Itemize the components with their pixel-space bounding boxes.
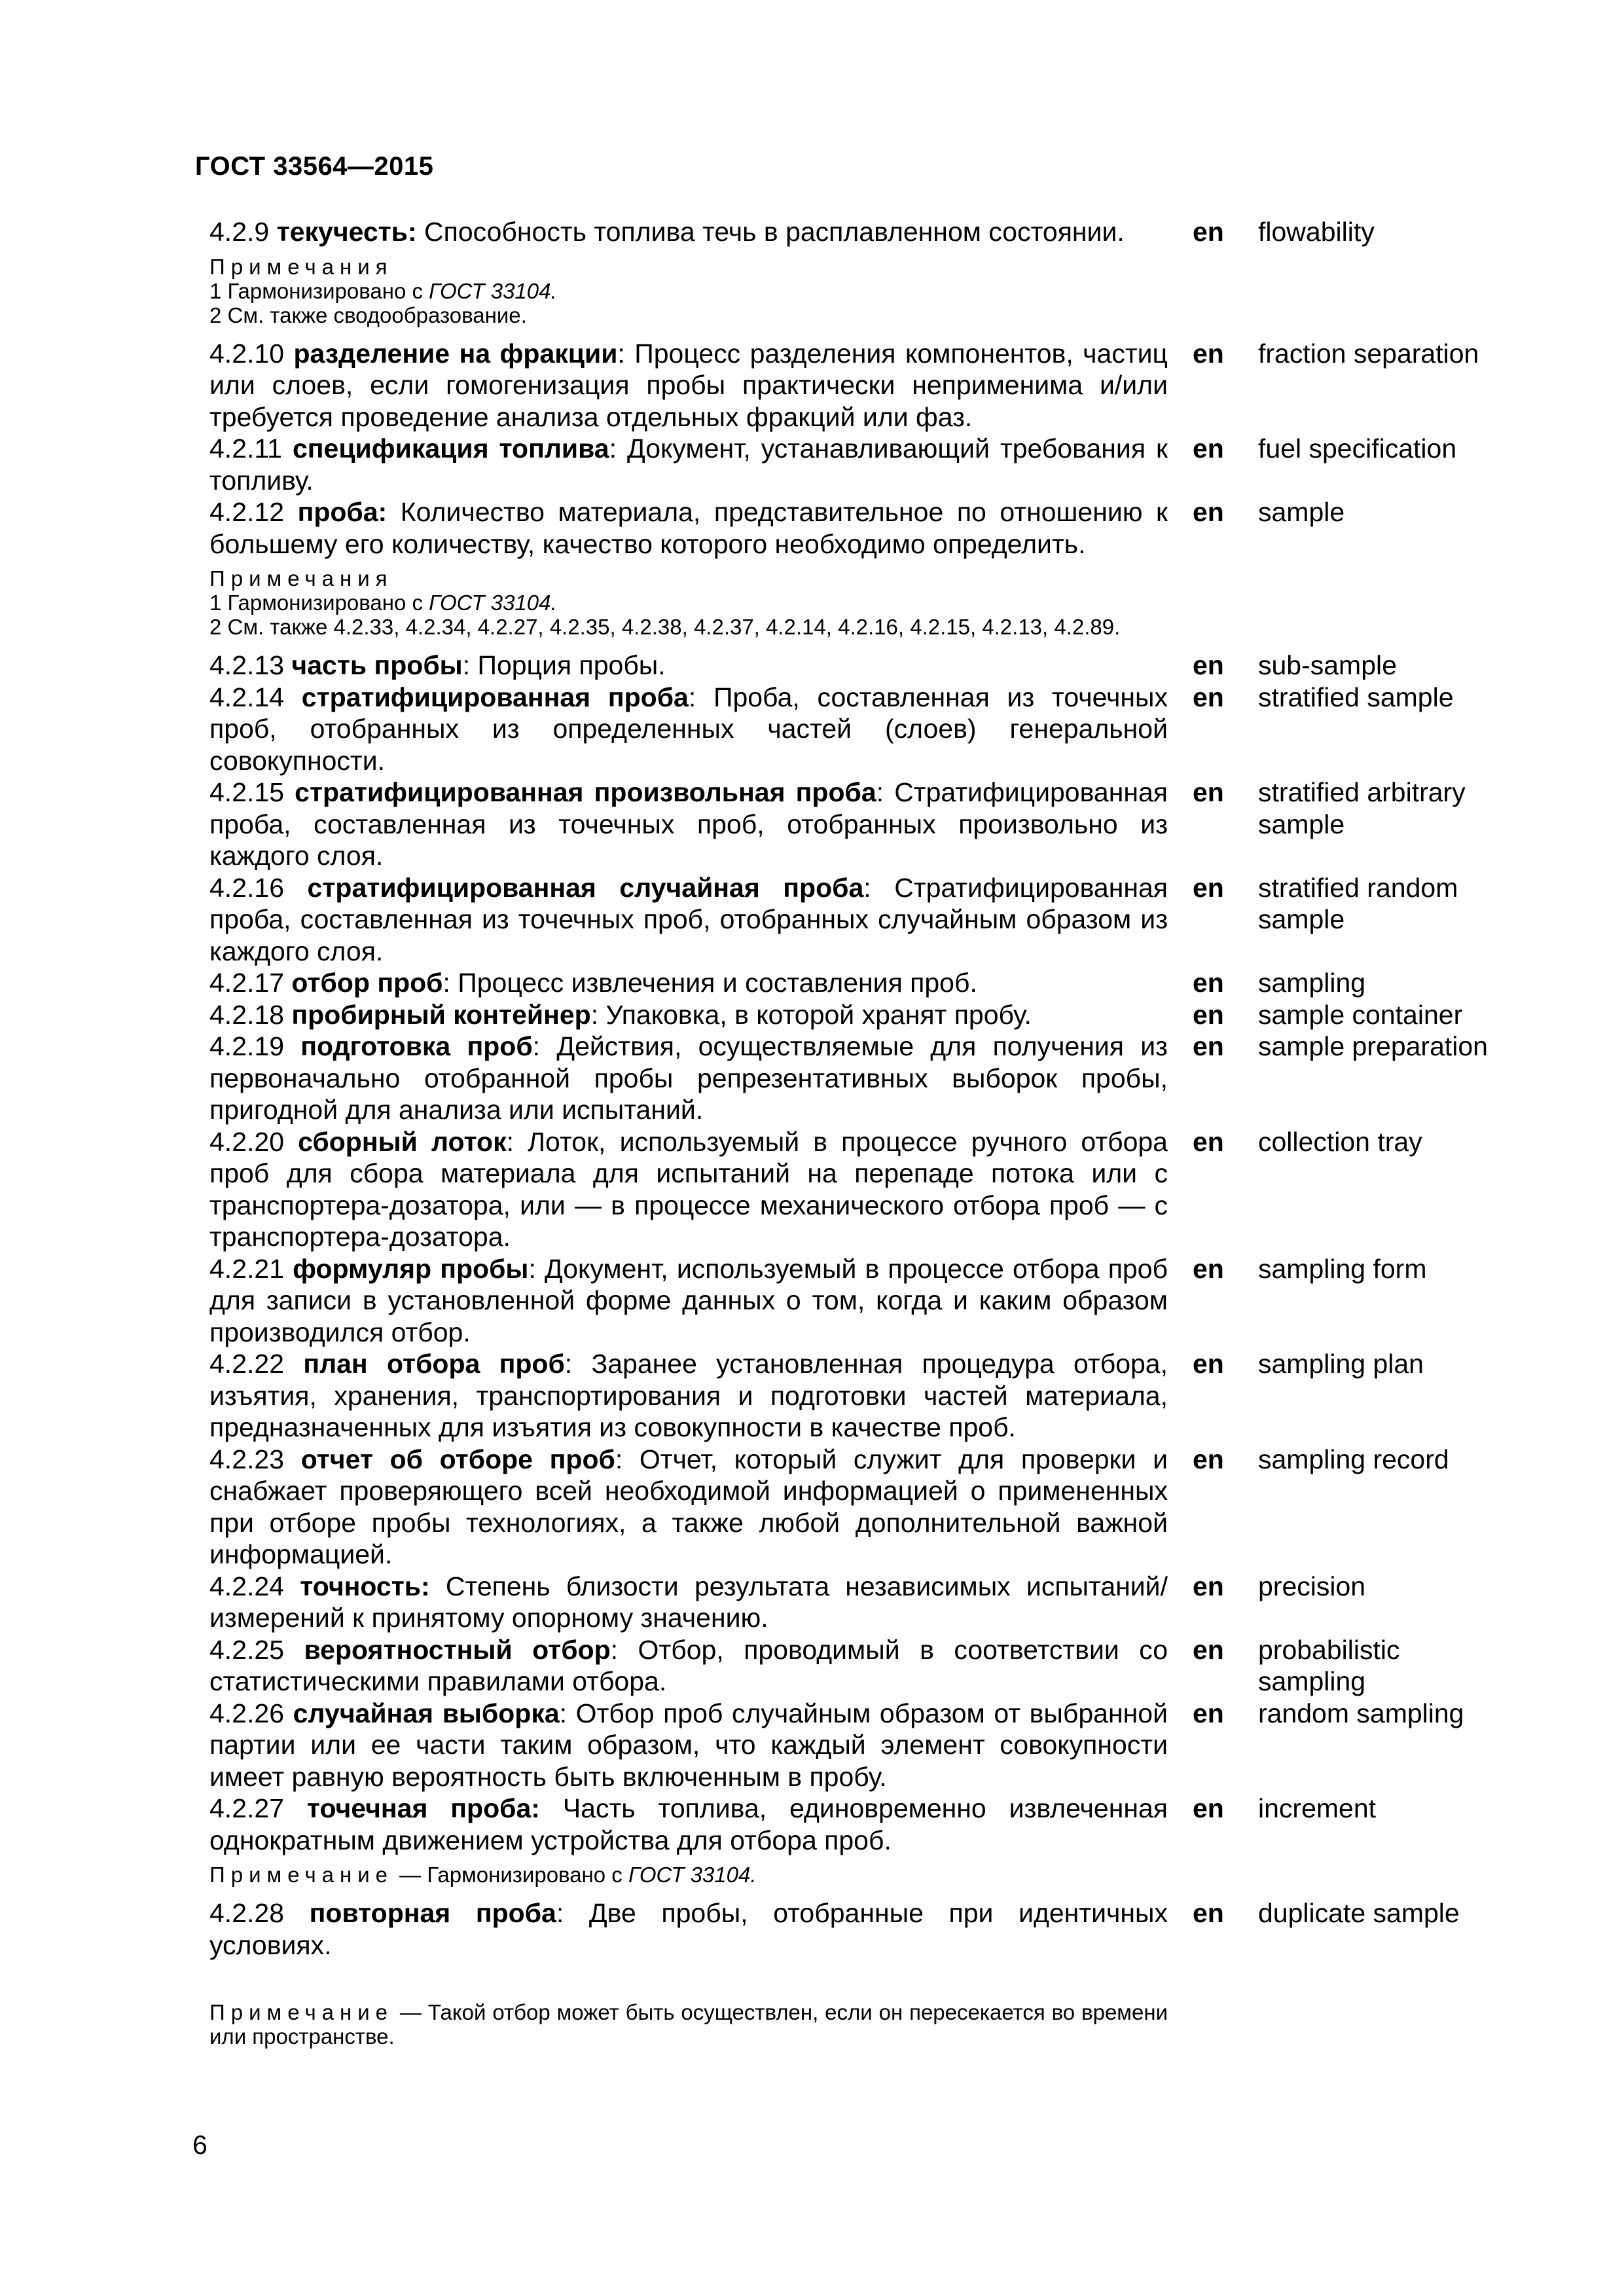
english-equivalent: sample — [1258, 497, 1345, 527]
language-code: en — [1193, 968, 1224, 998]
note-label: Примечание — [209, 2000, 394, 2024]
term-name: точечная проба: — [306, 1793, 540, 1823]
term-definition: 4.2.10 разделение на фракции: Процесс разделения компонентов, частиц или слоев, если гомогенизация пробы практически неприменима и/или требуется проведение анализа отдельных фракций или фаз. — [209, 338, 1168, 432]
term-name: случайная выборка — [293, 1698, 560, 1728]
term-name: разделение на фракции — [293, 338, 618, 369]
english-equivalent: increment — [1258, 1793, 1377, 1823]
language-code: en — [1193, 1444, 1224, 1474]
note-block: Примечание — Такой отбор может быть осуществлен, если он пересекается во времени или пространстве. — [209, 2000, 1168, 2049]
english-equivalent: fuel specification — [1258, 433, 1457, 464]
term-name: пробирный контейнер — [291, 999, 591, 1030]
language-code: en — [1193, 1571, 1224, 1601]
english-equivalent: duplicate sample — [1258, 1898, 1460, 1928]
term-entry — [209, 999, 1519, 1031]
term-definition: 4.2.23 отчет об отборе проб: Отчет, который служит для проверки и снабжает проверяющего всей необходимой информацией о примененных при отборе пробы технологиях, а также любой дополнительной важной информацией. — [209, 1444, 1168, 1569]
term-definition: 4.2.21 формуляр пробы: Документ, используемый в процессе отбора проб для записи в установленной форме данных о том, когда и каким образом производился отбор. — [209, 1253, 1168, 1347]
term-name: формуляр пробы — [293, 1253, 529, 1284]
terms-list — [209, 216, 1519, 2049]
language-code: en — [1193, 497, 1224, 527]
term-name: вероятностный отбор — [304, 1634, 611, 1665]
term-entry — [209, 433, 1519, 496]
language-code: en — [1193, 777, 1224, 807]
term-name: текучесть: — [276, 217, 417, 247]
term-definition: 4.2.14 стратифицированная проба: Проба, составленная из точечных проб, отобранных из определенных частей (слоев) генеральной совокупности. — [209, 682, 1168, 776]
term-definition: 4.2.18 пробирный контейнер: Упаковка, в которой хранят пробу. — [209, 999, 1032, 1030]
english-equivalent: random sampling — [1258, 1698, 1464, 1728]
term-name: стратифицированная проба — [301, 682, 689, 712]
language-code: en — [1193, 1126, 1224, 1157]
language-code: en — [1193, 1253, 1224, 1284]
language-code: en — [1193, 1793, 1224, 1823]
term-entry — [209, 967, 1519, 999]
english-equivalent: fraction separation — [1258, 338, 1479, 369]
term-name: часть пробы — [291, 650, 463, 680]
term-entry — [209, 1030, 1519, 1126]
term-definition: 4.2.20 сборный лоток: Лоток, используемый в процессе ручного отбора проб для сбора материала для испытаний на перепаде потока или с транспортера-дозатора, или — в процессе механического отбора проб — с транспортера-дозатора. — [209, 1126, 1168, 1252]
english-equivalent: flowability — [1258, 217, 1375, 247]
standard-reference: ГОСТ 33104. — [429, 278, 557, 303]
english-equivalent: stratified arbitrary sample — [1258, 777, 1466, 839]
term-name: стратифицированная случайная проба — [307, 872, 864, 903]
term-definition: 4.2.19 подготовка проб: Действия, осуществляемые для получения из первоначально отобранной пробы репрезентативных выборок пробы, пригодной для анализа или испытаний. — [209, 1031, 1168, 1125]
note-block: Примечания 1 Гармонизировано с ГОСТ 33104. 2 См. также сводообразование. — [209, 255, 1168, 327]
term-entry — [209, 776, 1519, 872]
language-code: en — [1193, 1698, 1224, 1728]
term-name: повторная проба — [309, 1898, 556, 1928]
term-definition: 4.2.17 отбор проб: Процесс извлечения и составления проб. — [209, 968, 977, 998]
english-equivalent: sampling form — [1258, 1253, 1427, 1284]
language-code: en — [1193, 1898, 1224, 1928]
language-code: en — [1193, 217, 1224, 247]
note-label: Примечание — [209, 1863, 394, 1887]
term-entry — [209, 338, 1519, 433]
term-name: отчет об отборе проб — [300, 1444, 615, 1474]
english-equivalent: stratified sample — [1258, 682, 1454, 712]
term-entry — [209, 1698, 1519, 1793]
term-entry — [209, 1444, 1519, 1571]
page-number: 6 — [192, 2130, 208, 2160]
term-name: стратифицированная произвольная проба — [295, 777, 876, 807]
standard-reference: ГОСТ 33104. — [429, 591, 557, 615]
english-equivalent: stratified random sample — [1258, 872, 1458, 934]
term-entry — [209, 1634, 1519, 1698]
term-name: спецификация топлива — [292, 433, 609, 464]
term-definition: 4.2.26 случайная выборка: Отбор проб случайным образом от выбранной партии или ее части таким образом, что каждый элемент совокупности имеет равную вероятность быть включенным в пробу. — [209, 1698, 1168, 1792]
term-entry — [209, 216, 1519, 248]
language-code: en — [1193, 1349, 1224, 1379]
term-definition: 4.2.16 стратифицированная случайная проба: Стратифицированная проба, составленная из точечных проб, отобранных случайным образом из каждого слоя. — [209, 872, 1168, 966]
term-name: отбор проб — [291, 968, 443, 998]
term-entry — [209, 496, 1519, 560]
term-definition: 4.2.28 повторная проба: Две пробы, отобранные при идентичных условиях. — [209, 1898, 1168, 1960]
term-definition: 4.2.15 стратифицированная произвольная проба: Стратифицированная проба, составленная из точечных проб, отобранных произвольно из каждого слоя. — [209, 777, 1168, 871]
term-name: подготовка проб — [300, 1031, 533, 1061]
note-label: Примечания — [209, 566, 393, 591]
english-equivalent: sampling — [1258, 968, 1366, 998]
term-definition: 4.2.9 текучесть: Способность топлива течь в расплавленном состоянии. — [209, 217, 1125, 247]
english-equivalent: precision — [1258, 1571, 1366, 1601]
term-definition: 4.2.13 часть пробы: Порция пробы. — [209, 650, 666, 680]
term-name: план отбора проб — [303, 1349, 565, 1379]
term-name: точность: — [300, 1571, 430, 1601]
english-equivalent: sample container — [1258, 999, 1463, 1030]
term-entry — [209, 1253, 1519, 1349]
language-code: en — [1193, 999, 1224, 1030]
english-equivalent: collection tray — [1258, 1126, 1422, 1157]
term-definition: 4.2.12 проба: Количество материала, представительное по отношению к большему его количеству, качество которого необходимо определить. — [209, 497, 1168, 559]
term-definition: 4.2.27 точечная проба: Часть топлива, единовременно извлеченная однократным движением устройства для отбора проб. — [209, 1793, 1168, 1855]
language-code: en — [1193, 433, 1224, 464]
language-code: en — [1193, 650, 1224, 680]
english-equivalent: probabilistic sampling — [1258, 1634, 1400, 1696]
term-name: сборный лоток — [298, 1126, 507, 1157]
term-entry — [209, 872, 1519, 968]
note-block: Примечание — Гармонизировано с ГОСТ 33104. — [209, 1863, 757, 1887]
note-label: Примечания — [209, 254, 393, 279]
standard-reference: ГОСТ 33104. — [628, 1863, 757, 1887]
term-entry — [209, 1126, 1519, 1253]
language-code: en — [1193, 1031, 1224, 1061]
document-header: ГОСТ 33564—2015 — [195, 152, 434, 181]
note-block: Примечания 1 Гармонизировано с ГОСТ 33104. 2 См. также 4.2.33, 4.2.34, 4.2.27, 4.2.35, 4.2.38, 4.2.37, 4.2.14, 4.2.16, 4.2.15, 4.2.13, 4.2.89. — [209, 566, 1168, 639]
language-code: en — [1193, 872, 1224, 903]
english-equivalent: sampling plan — [1258, 1349, 1424, 1379]
english-equivalent: sample preparation — [1258, 1031, 1488, 1061]
language-code: en — [1193, 1634, 1224, 1665]
term-entry — [209, 1897, 1519, 1961]
term-name: проба: — [297, 497, 388, 527]
term-entry — [209, 1571, 1519, 1634]
english-equivalent: sampling record — [1258, 1444, 1449, 1474]
language-code: en — [1193, 682, 1224, 712]
term-entry — [209, 682, 1519, 777]
term-entry — [209, 649, 1519, 682]
term-entry — [209, 1793, 1519, 1856]
term-definition: 4.2.24 точность: Степень близости результата независимых испытаний/измерений к принятому опорному значению. — [209, 1571, 1168, 1633]
language-code: en — [1193, 338, 1224, 369]
term-entry — [209, 1348, 1519, 1444]
term-definition: 4.2.25 вероятностный отбор: Отбор, проводимый в соответствии со статистическими правилами отбора. — [209, 1634, 1168, 1696]
term-definition: 4.2.22 план отбора проб: Заранее установленная процедура отбора, изъятия, хранения, транспортирования и подготовки частей материала, предназначенных для изъятия из совокупности в качестве проб. — [209, 1349, 1168, 1442]
english-equivalent: sub-sample — [1258, 650, 1397, 680]
term-definition: 4.2.11 спецификация топлива: Документ, устанавливающий требования к топливу. — [209, 433, 1168, 496]
